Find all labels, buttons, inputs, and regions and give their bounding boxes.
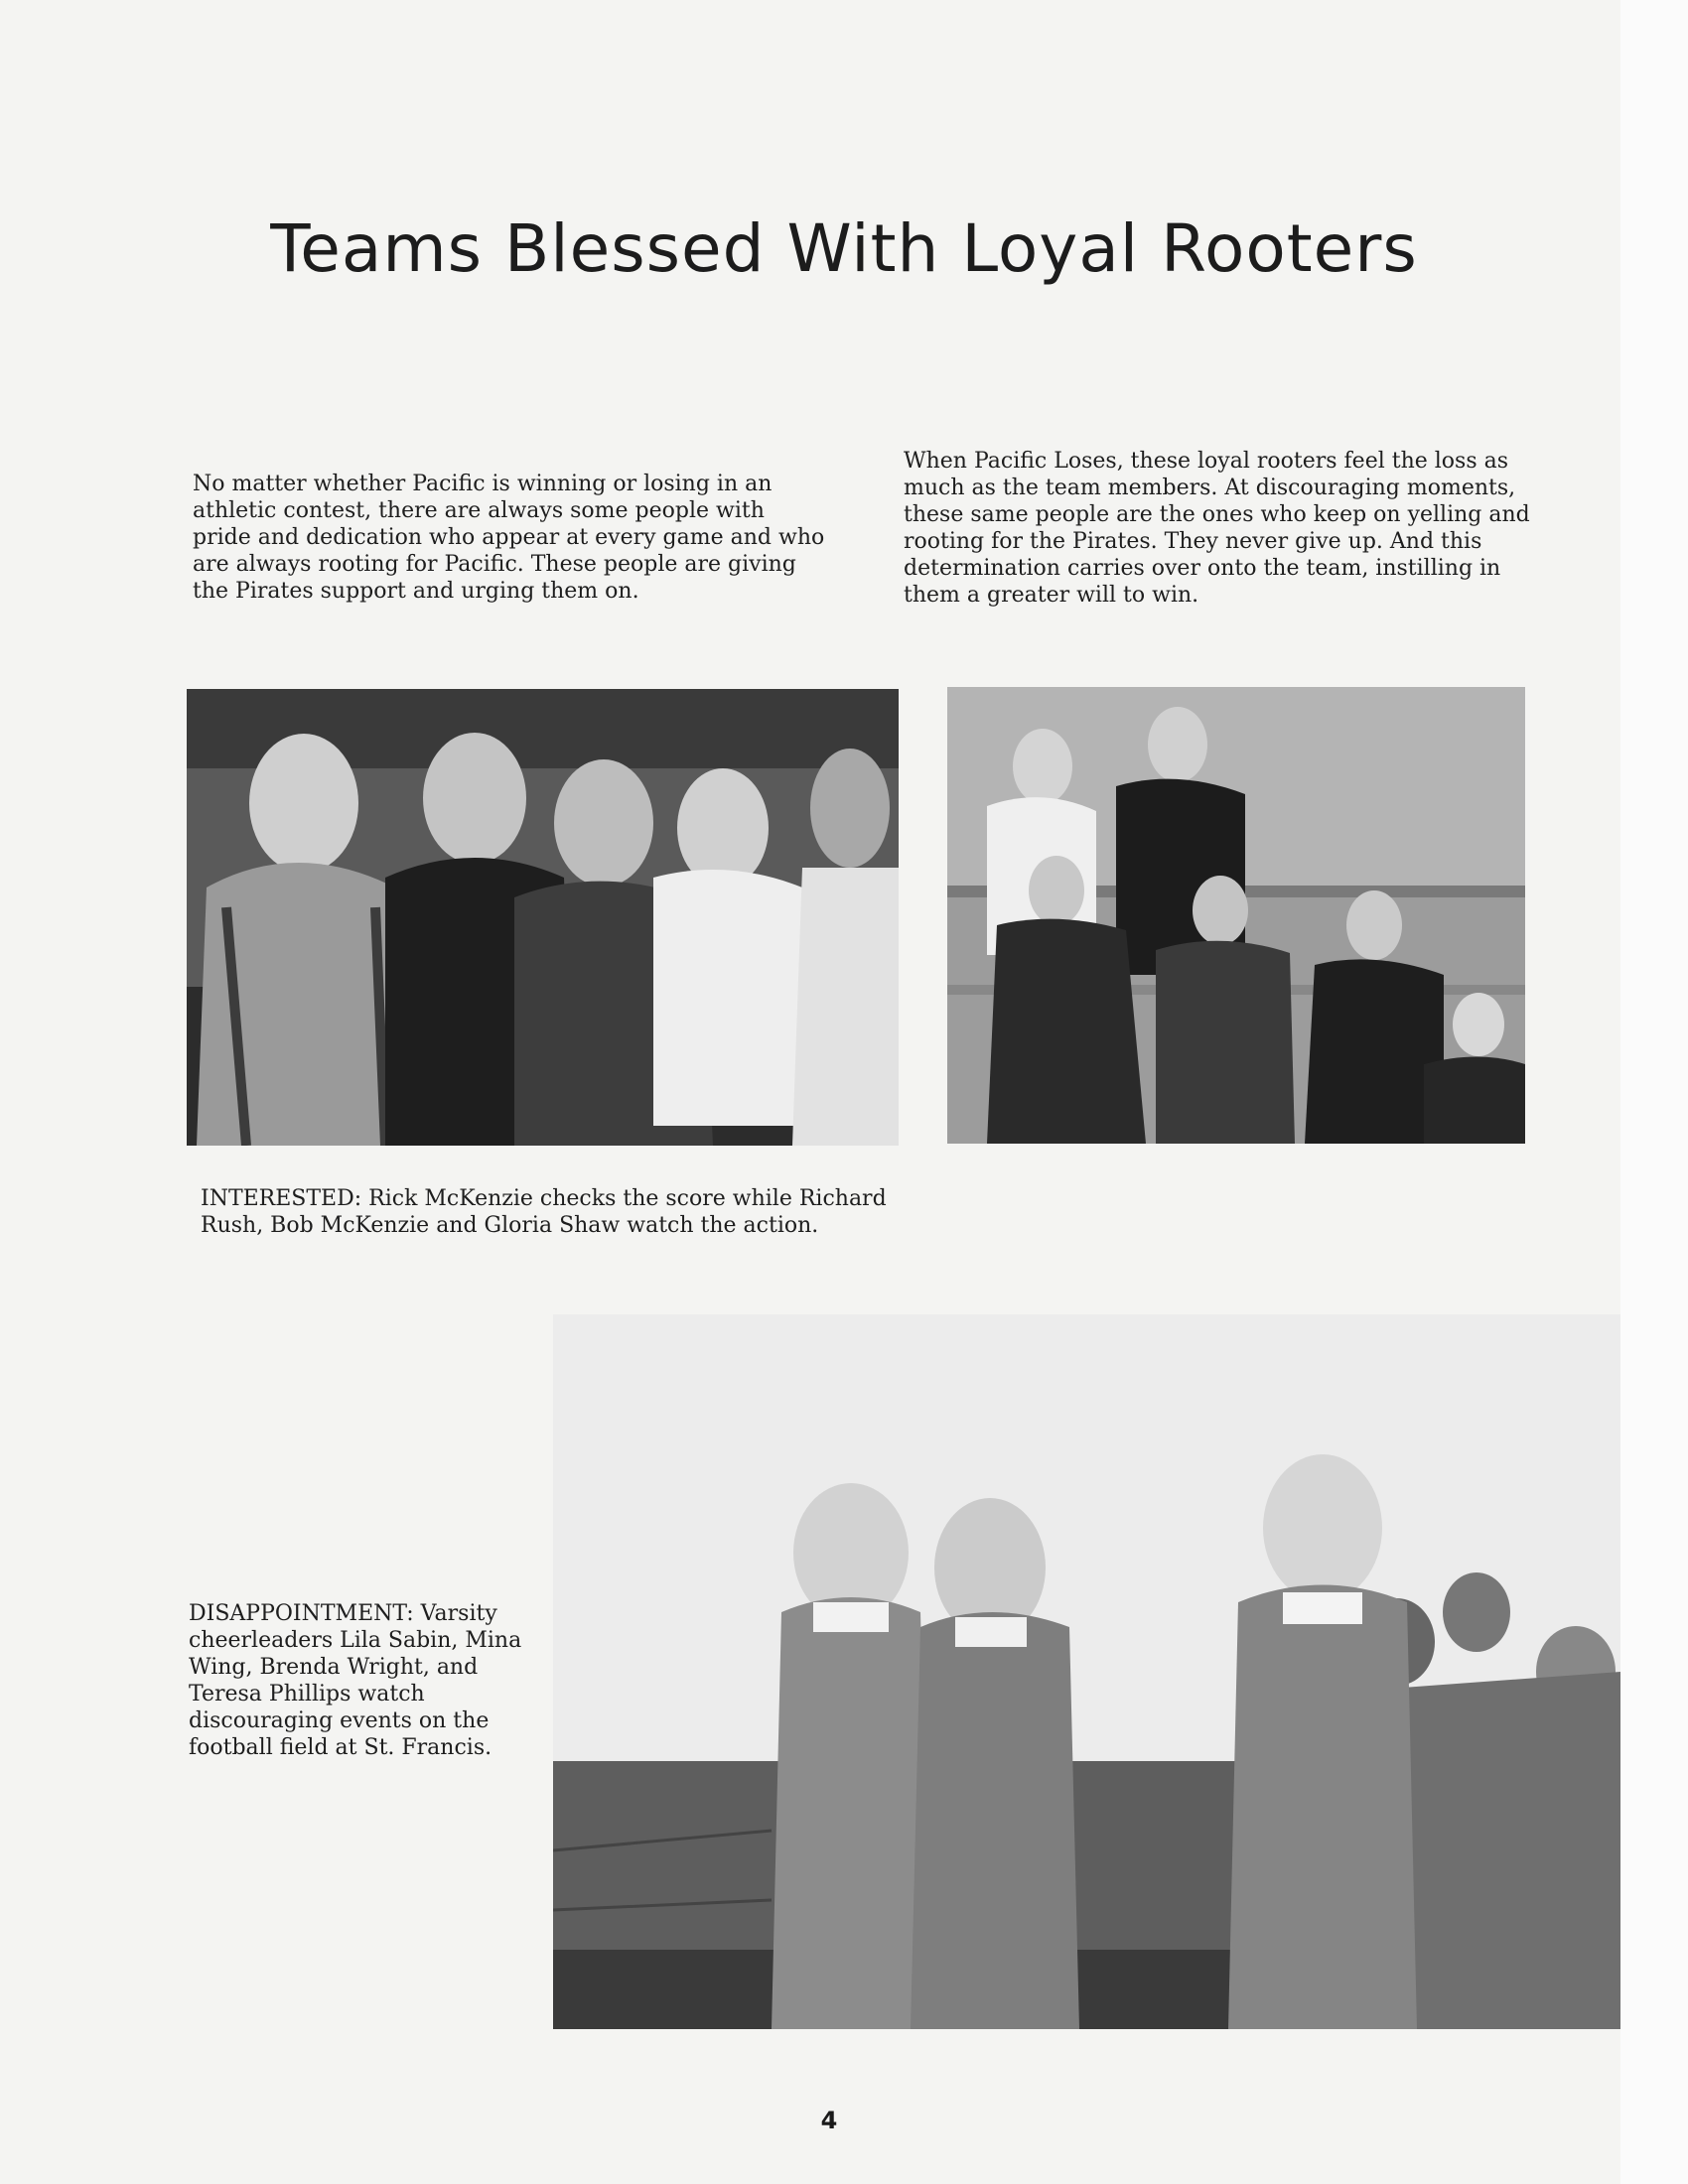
- paragraph-left: No matter whether Pacific is winning or losing in an athletic contest, there are always some people with pride and dedication who appear at every game and who are always rooting for Pacific. These people are giving the Pirates support and urging them on.: [193, 472, 825, 604]
- photo-cheerleaders: [553, 1314, 1620, 2029]
- caption-interested: INTERESTED: Rick McKenzie checks the score while Richard Rush, Bob McKenzie and Gloria Shaw watch the action.: [201, 1186, 887, 1238]
- photo-boys-bleachers: [947, 687, 1525, 1144]
- caption-disappointment: DISAPPOINTMENT: Varsity cheerleaders Lila Sabin, Mina Wing, Brenda Wright, and Teresa Phillips watch discouraging events on the football field at St. Francis.: [189, 1601, 522, 1760]
- page-title: Teams Blessed With Loyal Rooters: [270, 210, 1418, 287]
- paragraph-right: When Pacific Loses, these loyal rooters feel the loss as much as the team members. At discouraging moments, these same people are the ones who keep on yelling and rooting for the Pirates. They never give up. And this determination carries over onto the team, instilling in them a greater will to win.: [904, 449, 1530, 608]
- photo-spectators-seated: [187, 689, 899, 1146]
- page-number: 4: [820, 2107, 838, 2134]
- page-edge: [1620, 0, 1688, 2184]
